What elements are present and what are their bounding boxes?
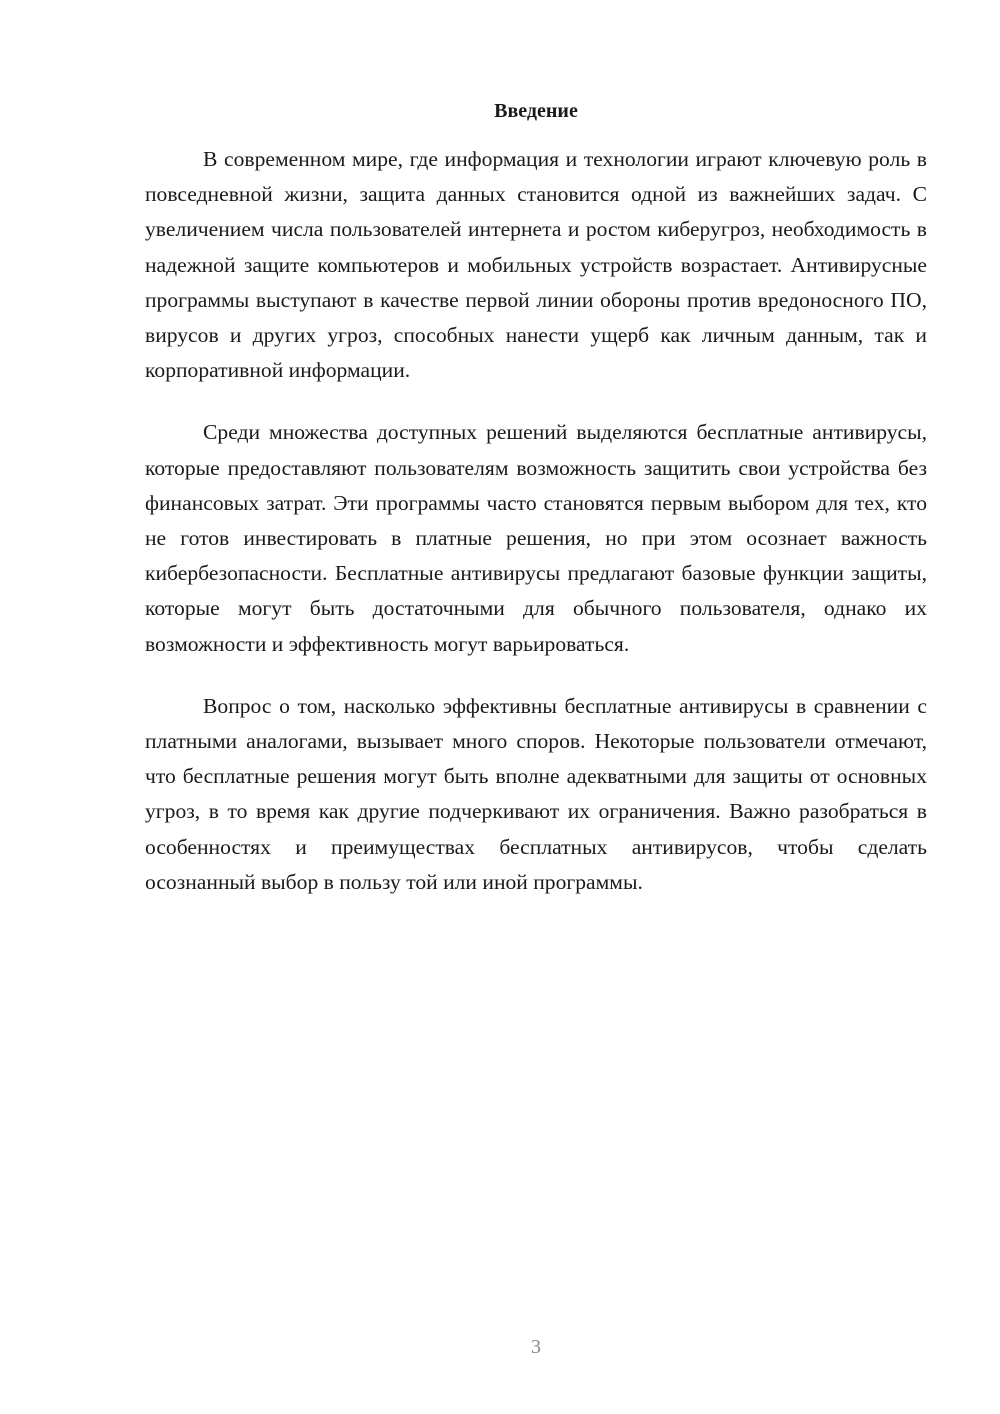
section-title: Введение	[494, 100, 578, 122]
paragraph-1: В современном мире, где информация и технологии играют ключевую роль в повседневной жизни, защита данных становится одной из важнейших задач. С увеличением числа пользователей интернета и ростом киберугроз, необходимость в надежной защите компьютеров и мобильных устройств возрастает. Антивирусные программы выступают в качестве первой линии обороны против вредоносного ПО, вирусов и других угроз, способных нанести ущерб как личным данным, так и корпоративной информации.	[145, 147, 927, 383]
page-number: 3	[531, 1336, 541, 1358]
paragraph-2: Среди множества доступных решений выделяются бесплатные антивирусы, которые предоставляют пользователям возможность защитить свои устройства без финансовых затрат. Эти программы часто становятся первым выбором для тех, кто не готов инвестировать в платные решения, но при этом осознает важность кибербезопасности. Бесплатные антивирусы предлагают базовые функции защиты, которые могут быть достаточными для обычного пользователя, однако их возможности и эффективность могут варьироваться.	[145, 420, 927, 656]
body-text	[145, 142, 927, 927]
paragraph-3: Вопрос о том, насколько эффективны бесплатные антивирусы в сравнении с платными аналогами, вызывает много споров. Некоторые пользователи отмечают, что бесплатные решения могут быть вполне адекватными для защиты от основных угроз, в то время как другие подчеркивают их ограничения. Важно разобраться в особенностях и преимуществах бесплатных антивирусов, чтобы сделать осознанный выбор в пользу той или иной программы.	[145, 693, 927, 894]
